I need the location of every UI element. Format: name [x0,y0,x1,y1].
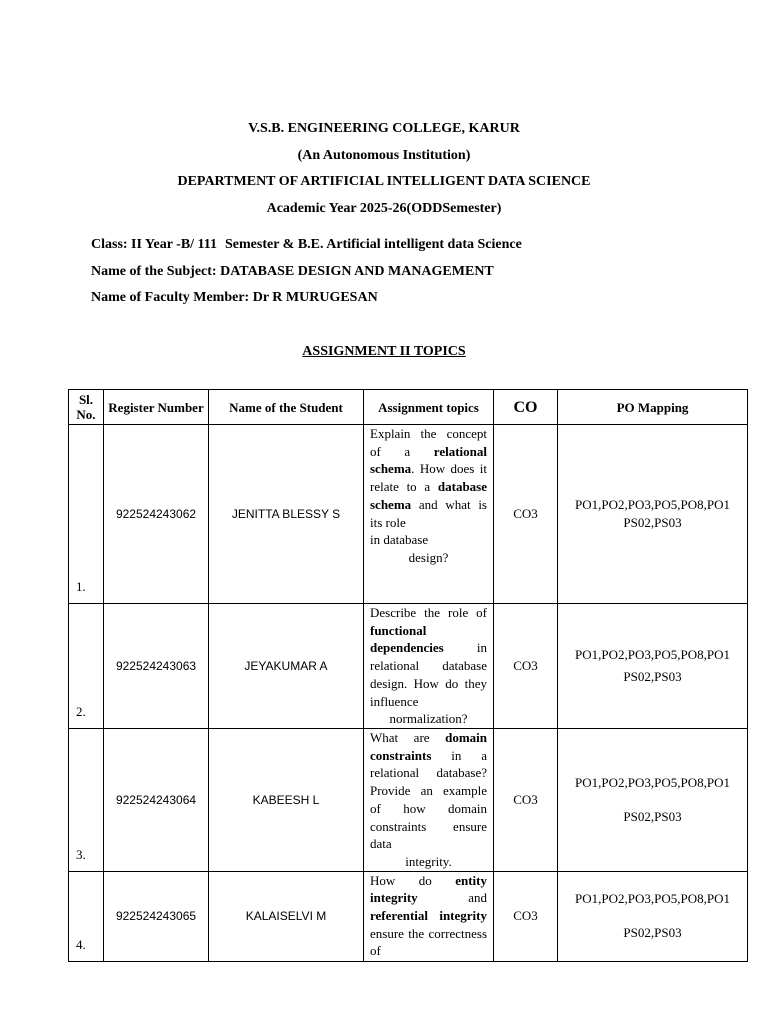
po-mapping [558,871,748,961]
register-number: 922524243064 [104,729,209,872]
column-header: Sl. No. [69,390,104,425]
course-outcome: CO3 [494,871,558,961]
topic-text: Explain the concept of a [370,426,487,459]
student-name: KABEESH L [209,729,364,872]
semester-text: Semester & B.E. Artificial intelligent data Science [225,237,522,252]
faculty-line [91,289,378,307]
subject-line [91,263,494,281]
assignment-topic [364,425,494,604]
po-mapping-line: PS02,PS03 [623,808,682,824]
po-mapping-line: PS02,PS03 [623,515,682,530]
topic-keyword: domain constraints [370,730,487,763]
po-mapping-line: PO1,PO2,PO3,PO5,PO8,PO1 [575,774,730,790]
topic-text: design? [408,549,449,565]
topic-text: What are [370,730,430,745]
po-mapping-line: PO1,PO2,PO3,PO5,PO8,PO1 [575,647,730,662]
serial-number: 3. [69,729,104,872]
serial-number: 1. [69,425,104,604]
topic-keyword: referential integrity [370,908,487,924]
column-header: CO [494,390,558,425]
class-label: Class: II Year -B/ 111 [91,237,218,252]
autonomous-status: (An Autonomous Institution) [297,148,471,163]
topic-text: in relational database design. How do they influence [370,640,487,709]
table-row [69,871,748,961]
topic-text: normalization? [389,711,468,727]
department-name: DEPARTMENT OF ARTIFICIAL INTELLIGENT DATA SCIENCE [177,174,591,189]
po-mapping [558,425,748,604]
topic-keyword: relational schema [370,443,487,477]
student-name: KALAISELVI M [209,871,364,961]
table-row [69,604,748,729]
topic-keyword: entity integrity [370,872,487,906]
assignment-table [68,389,748,962]
assignment-topic [364,604,494,729]
register-number: 922524243065 [104,871,209,961]
student-name: JENITTA BLESSY S [209,425,364,604]
topic-text: How do [370,872,432,888]
table-header-row [69,390,748,425]
section-title: ASSIGNMENT II TOPICS [302,344,466,359]
topic-text: . How does it relate to a [370,461,487,495]
college-name: V.S.B. ENGINEERING COLLEGE, KARUR [248,121,520,136]
po-mapping [558,604,748,729]
topic-text: and [468,890,487,906]
class-line [91,236,522,254]
serial-number: 4. [69,871,104,961]
topic-text: in a relational database? Provide an example of how domain constraints ensure data [370,747,487,852]
serial-number: 2. [69,604,104,729]
po-mapping-line: PO1,PO2,PO3,PO5,PO8,PO1 [575,891,730,907]
column-header: Name of the Student [209,390,364,425]
subject-label: Name of the Subject: [91,264,217,279]
topic-text: ensure the correctness of [370,925,487,959]
topic-keyword: database schema [370,479,488,512]
po-mapping-line: PS02,PS03 [623,669,682,684]
assignment-topic [364,729,494,872]
table-row [69,425,748,604]
topic-text: and what is its role [370,496,487,530]
register-number: 922524243062 [104,425,209,604]
topic-keyword: functional dependencies [370,622,444,656]
course-outcome: CO3 [494,604,558,729]
po-mapping [558,729,748,872]
academic-year: Academic Year 2025-26(ODDSemester) [266,201,502,216]
course-outcome: CO3 [494,425,558,604]
faculty-label: Name of Faculty Member: [91,290,250,305]
column-header: Assignment topics [364,390,494,425]
column-header: Register Number [104,390,209,425]
subject-value: DATABASE DESIGN AND MANAGEMENT [220,264,494,279]
table-row [69,729,748,872]
po-mapping-line: PS02,PS03 [623,925,682,941]
register-number: 922524243063 [104,604,209,729]
course-outcome: CO3 [494,729,558,872]
student-name: JEYAKUMAR A [209,604,364,729]
topic-text: integrity. [405,853,452,869]
faculty-value: Dr R MURUGESAN [252,290,378,305]
topic-text: Describe the role of [370,605,487,620]
topic-text: in database [370,532,429,548]
column-header: PO Mapping [558,390,748,425]
assignment-topic [364,871,494,961]
po-mapping-line: PO1,PO2,PO3,PO5,PO8,PO1 [575,497,730,512]
